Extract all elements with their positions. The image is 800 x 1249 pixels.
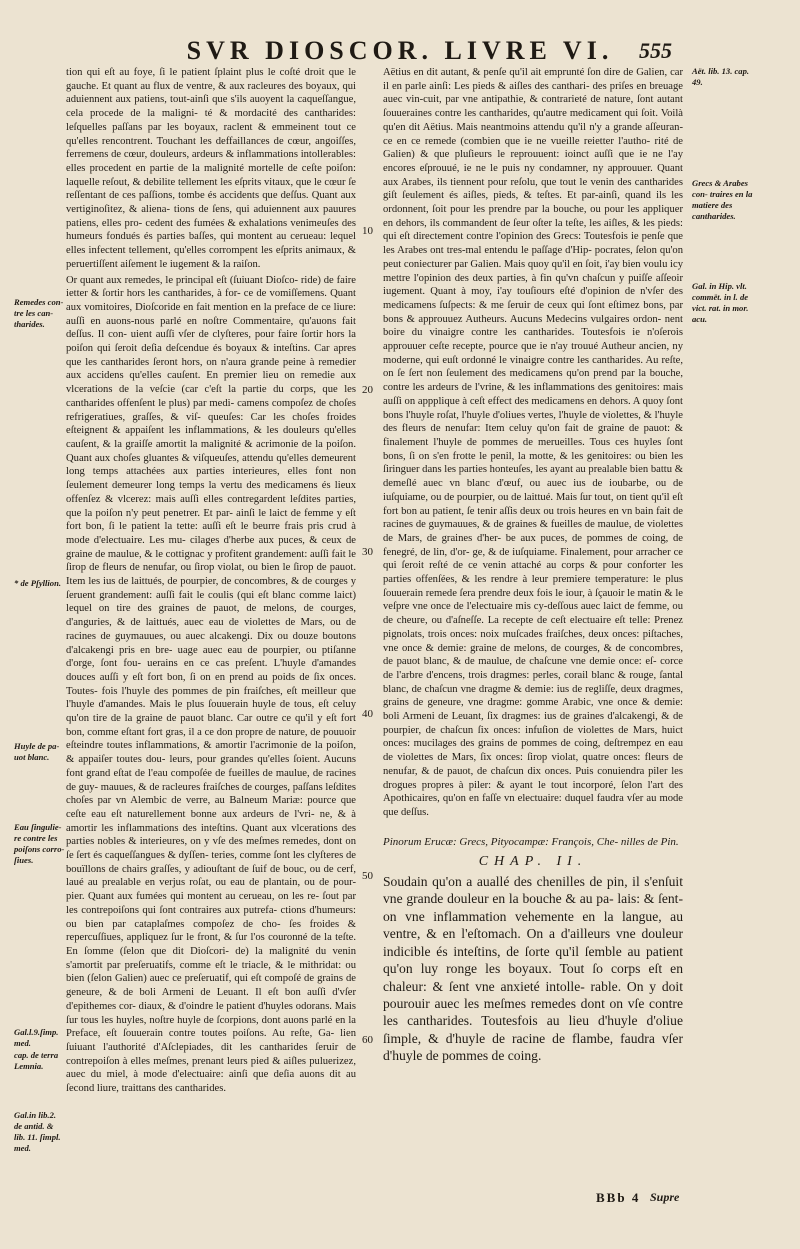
running-title: SVR DIOSCOR. LIVRE VI. — [186, 36, 614, 65]
chapter-body: Soudain qu'on a auallé des chenilles de pin, il s'enſuit vne grande douleur en la bouche & au pa- lais: & ſent-on vne inflammation vehemente en la langue, au ventre, & en l'eſtomach. On a d'ailleurs vne douleur indicible és inteſtins, de ſorte qu'il ſemble au patient qu'on luy ronge les boyaux. Tout ſo corps eſt en chaleur: & ſent vne anxieté intolle- rable. On y doit pourouir auec les meſmes remedes dont on vſe contre les cantharides. Toutesfois au lieu d'huyle d'oliue ſimple, & d'huyle de racine de flambe, faudra vſer d'huyle de pommes de coing. — [383, 874, 683, 1064]
left-column — [66, 66, 356, 1098]
left-paragraph-2: Or quant aux remedes, le principal eſt (ſuiuant Dioſco- ride) de faire ietter & ſortir hors les cantharides, à for- ce de vomiſſemens. Quant aux vomitoires, Dioſcoride en fait mention en la preface de ce liure: auſſi en auons-nous parlé en noſtre Commentaire, qu'auons fait deſſus. Il con- uient auſſi vſer de clyſteres, pour faire ſortir hors la poiſon qui ſeroit deſia deſcendue és boyaux & inteſtins. Car apres que les cantharides ſeront hors, on n'aura grande peine à remedier aux accidens qu'elles cauſent. En premier lieu on remedie aux vlcerations de la veſcie (car c'eſt la partie du corps, que les cantharides offenſent le plus) par medi- camens compoſez de choſes refrigeratiues, graſſes, & viſ- queuſes: Car les choſes froides eſteignent & appaiſent les inflammations, & les douleurs qu'elles cauſent, & la graiſſe amortit la malignité & acrimonie de la poiſon. Quant aux choſes gluantes & viſqueuſes, attendu qu'elles demeurent long temps attachées aux parties interieures, elles font non ſeulement demeurer long temps la vertu des medicamens és lieux offenſez & vlcerez: mais auſſi elles contregardent leſdites parties, que la poiſon n'y peut penetrer. Et par- ainſi le laict de femme y eſt fort bon, ſi le patient la tette: auſſi eſt le beurre frais pris crud à mode d'electuaire. Les mu- cilages d'herbe aux puces, & ceux de graine de maulue, & le cottignac y profitent grandement: auſſi fait le ſirop de fleurs de nenufar, ou ſirop violat, ou bien le ſirop de pauot. Item les ius de laittués, de pourpier, de concombres, & de courges y ſeruent grandement: auſſi fait le coulis (qui eſt blanc comme laict) lequel on tire des graines de pauot, de melons, de courges, d'anguries, & de laittués, auec eau de violettes de Mars, ou de racines de guymauues, ou auec alcakengi. Dix ou douze boutons d'alcakengi pris en bre- uage auec eau de pourpier, ou ptiſanne d'orge, ſont fou- uerains en ce cas preſent. L'huyle d'amandes douces auſſi y eſt fort bon, ſi on en prend au poids de ſix onces. Toutes- fois l'huyle des pommes de pin fraiſches, eſt meilleur que l'huyle d'amandes. Mais le plus ſouuerain huyle de tous, eſt celuy qu'on tire de la graine de pauot blanc. Car outre ce qu'il y eſt fort bon, comme eſtant fort gras, il a ce don propre de nature, de pouuoir eſteindre toutes inflammations, & amortir l'acrimonie de la poiſon, & appaiſer toutes dou- leurs, pour grandes qu'elles ſoient. Aucuns font grand eſtat de l'eau compoſée de fueilles de maulue, de racines de guy- mauues, & de racleures fraiſches de courges, paſſans leſdites choſes par vn Alembic de verre, au Balneum Mariæ: pource que ceſte eau eſt naturellement bonne aux ardeurs de l'vri- ne, & à amortir les inflammations des inteſtins. Quant aux vlcerations des parties nobles & interieures, on y vſe des meſmes remedes, dont on ſe ſert és caqueſſangues & dyſſen- teries, comme ſont les clyſteres de bouïllons de chairs graſſes, y adiouſtant de ſuif de bouc, ou de cerf, laué au prealable en verjus roſat, ou eau de plantain, ou de pour- pier. Quant aux fumées qui montent au cerueau, on les re- ſout par les contrepoiſons qui ſont contraires aux putrefa- ctions d'humeurs: ou bien par cataplaſmes compoſez de cho- ſes froides & repercuſſiues, appliquez ſur le front, & ſur l'os couronné de la teſte. En ſomme (ſelon que dit Dioſcori- de) la malignité du venin s'amortit par preſeruatifs, comme eſt le triacle, & le mithridat: ou bien (ſelon Galien) auec ce preſeruatif, qui eſt compoſé de grains de geneure, & de boli Armeni de Leuant. Il eſt bon auſſi d'vſer d'epithemes cor- diaux, & d'oindre le patient d'huyles odorans. Mais ſur tous les huyles, noſtre huyle de ſcorpions, dont auons parlé en la Preface, eſt ſouuerain contre toutes poiſons. Au reſte, Ga- lien ſuiuant l'authorité d'Aſclepiades, dit les cantharides ſeruir de contrepoiſon à elles meſmes, prenant leurs pied & aiſles puluerizez, auec du miel, à mode d'electuaire: ainſi que deſia auons dit au ſecond liure, traittans des cantharides. — [66, 274, 356, 1095]
line-number: 60 — [362, 1034, 373, 1046]
chapter-title: CHAP. II. — [478, 854, 588, 870]
chapter-heading: Pinorum Erucæ: Grecs, Pityocampæ: François, Che- nilles de Pin. — [383, 835, 679, 848]
page-number: 555 — [639, 38, 672, 63]
margin-note-left: * de Pſyllion. — [14, 578, 62, 588]
line-number: 40 — [362, 708, 373, 720]
margin-note-right: Aët. lib. 13. cap. 49. — [692, 66, 750, 87]
margin-note-left: Gal.l.9.ſimp. med. — [14, 1027, 59, 1048]
line-number: 50 — [362, 870, 373, 882]
margin-note-left: Remedes con- tre les can- tharides. — [14, 297, 64, 329]
signature-mark: BBb 4 — [596, 1190, 641, 1205]
margin-note-left: Gal.in lib.2. de antid. & lib. 11. ſimpl. med. — [14, 1110, 61, 1153]
margin-note-right: Grecs & Arabes con- traires en la matiere des cantharides. — [692, 178, 753, 221]
right-column — [383, 66, 683, 1067]
margin-note-left: cap. de terra Lemnia. — [14, 1050, 59, 1071]
margin-note-right: Gal. in Hip. vlt. commët. in l. de vict. rat. in mor. acu. — [692, 281, 749, 324]
left-paragraph-1: tion qui eſt au foye, ſi le patient ſplaint plus le coſté droit que le gauche. Et quant au flux de ventre, & aux racleures des boyaux, qui aduiennent aux patiens, tout-ainſi que s'ils auoyent la caqueſſangue, cela procede de la maligni- té & mordacité des cantharides: leſquelles paſſans par les boyaux, raclent & emmeinent tout ce qu'elles rencontrent. Touchant les deffaillances de cœur, angoiſſes, ferremens de cœur, douleurs, ardeurs & inflammations intollerables: elles procedent en partie de la malignité mortelle de ceſte poiſon: laquelle reſout, & debilite tellement les eſprits vitaux, que le cœur ſe reſſentant de ces paſſions, tombe és accidents que deſſus. Quant aux vertiginoſitez, & aliena- tions de ſens, qui aduiennent aux pauures patiens, elles pro- cedent des fumées & exhalations venimeuſes des humeurs fondués és parties baſſes, qui montent au cerueau: lequel elles infectent tellement, qu'elles corrompent les eſprits animaux, & peruertiſſent aiſement le iugement & la raiſon. — [66, 67, 356, 270]
catchword: Supre — [650, 1190, 680, 1204]
margin-note-left: Eau ſingulie- re contre les poiſons corro- ſiues. — [14, 822, 65, 865]
line-number: 30 — [362, 546, 373, 558]
line-number: 20 — [362, 384, 373, 396]
line-number: 10 — [362, 225, 373, 237]
right-paragraph-1: Aëtius en dit autant, & penſe qu'il ait emprunté ſon dire de Galien, car il en parle ainſi: Les pieds & aiſles des canthari- des priſes en breuage auec vin-cuit, par vne antipathie, & contrarieté de nature, ſont autant ſouueraines contre les cantharides, qu'autre medicament qui ſoit. Voilà qu'en dit Aëtius. Mais neantmoins attendu qu'il n'y a grande aſſeuran- ce en ce remede (combien que ie ne vueille reietter l'autho- rité de Galien) & que pluſieurs le reprouuent: ioinct auſſi que ie ne l'ay encores eſprouué, ie ne le puis ny condamner, ny approuuer. Quant aux Arabes, ils tiennent pour reſolu, que tout le venin des cantharides giſt ſeulement és aiſles, pieds, & teſtes. Et par-ainſi, quand ils les ordonnent, ſoit pour les prendre par la bouche, ou pour les appliquer en dehors, ils commandent de ſeur oſter la teſte, les aiſles, & les pieds: qui eſt directement contre l'opinion des Grecs: Toutesfois ie penſe que les Arabes ont tres-mal entendu le paſſage d'Hip- pocrates, ſelon qu'on peut coniecturer par Galien. Mais quoy qu'il en ſoit, i'ay bien voulu icy mettre l'opinion des deux parties, à fin qu'vn chaſcun y puiſſe aſſeoir iugement. Quant à moy, i'ay touſiours eſté d'opinion de n'vſer des medicamens ſuſpects: & me ſeruir de ceux qui ſont eſtimez bons, par bons & approuuez Autheurs. Aucuns Medecins vulgaires ordon- nent boire du vinaigre contre les cantharides. Toutesfois ie n'oſerois approuuer ceſte recepte, pource que ie n'ay trouué Autheur ancien, ny moderne, qui euſt ordonné le vinaigre contre les cantharides. Au reſte, on ſe ſert non ſeulement des medicamens qu'on prend par la bouche, contre les ardeurs de l'vrine, & les inflammations des genitoires: mais auſſi on appplique à ceſt effect des medicamens en dehors. A quoy ſont bons l'huyle roſat, l'huyle d'oliues vertes, l'huyle de violettes, & l'huyle des fleurs de nenufar: Item celuy qu'on fait de graine de pauot: & finalement l'huyle de pommes de merueilles. Tous ces huyles ſont bons, ſi on s'en frotte le penil, la motte, & les genitoires: ou bien les ſiringuer dans les parties honteuſes, les ayant au prealable bien battu & demeſlé auec vn blanc d'œuf, ou auec ius de ioubarbe, ou de iuſquiame, ou de pourpier, ou de laittué. Mais ſur tout, on tient qu'il eſt fort bon au patient, ſe tenir aſſis deux ou trois heures en vn bain fait de racines de guymauues, & de graines & fueilles de maulue, de violettes de Mars, de graines d'her- be aux puces, de pommes de coing, de fenegré, de lin, d'or- ge, & de iuſquiame. Finalement, pour arracher ce qui ſeroit reſté de ce venin attaché au corps & pour conforter les parties offenſées, & les rendre à leur premiere temperature: le plus ſouuerain remede ſera prendre deux fois le iour, à ſçauoir le matin & le veſpre vne once de l'electuaire mis cy-deſſous auec laict de femme, ou de cheure, ou d'aſneſſe. La recepte de ceſt electuaire eſt telle: Prenez pignolats, trois onces: noix muſcades fraiſches, deux onces: piſtaches, vne once & demie: graine de melons, de courges, & de concombres, de pauot blanc, & de maulue, de chaſcune vne demie once: eſ- corce de l'arbre d'encens, trois dragmes: perles, corail blanc & rouge, ſantal blanc, de chaſcun vne dragme & demie: ius de regliſſe, deux dragmes, grains de geneure, vne dragme: gomme Arabic, vne once & demie: boli Armeni de Leuant, ſix dragmes: ius de graines d'alcakengi, & de pourpier, de chaſcun ſix onces: infuſion de violettes de Mars, huict onces: mucilages des grains de pommes de coing, deſtrempez en eau de violettes de Mars, ſix onces: ſirop violat, quatre onces: fleurs de nenufar, & de pauot, de chaſcun dix onces. Puis conuiendra piler les drogues propres à piler: & ayant le tout incorporé, ſelon l'art des Apothicaires, qu'on en faſſe vn electuaire: duquel faudra vſer au mode que deſſus. — [383, 67, 683, 818]
margin-note-left: Huyle de pa- uot blanc. — [14, 741, 60, 762]
